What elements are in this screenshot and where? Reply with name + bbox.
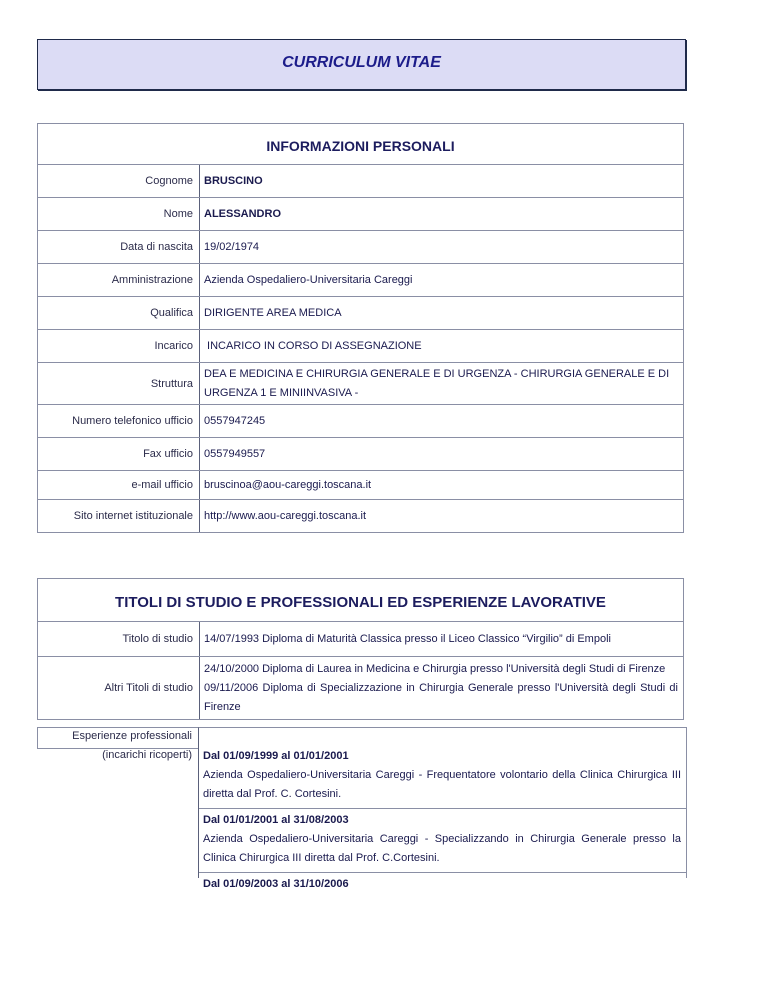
altri-titoli-laurea: 24/10/2000 Diploma di Laurea in Medicina e Chirurgia presso l'Università degli Studi di Firenze bbox=[204, 663, 666, 675]
experience-period: Dal 01/09/2003 al 31/10/2006 bbox=[203, 878, 349, 890]
row-data-nascita bbox=[38, 231, 683, 263]
altri-titoli-specializzazione: 09/11/2006 Diploma di Specializzazione in Chirurgia Generale presso l'Università degli Studi di Firenze bbox=[204, 682, 678, 713]
experience-label bbox=[37, 727, 198, 765]
experience-period: Dal 01/09/1999 al 01/01/2001 bbox=[203, 750, 349, 762]
personal-info-section bbox=[37, 123, 684, 533]
value-incarico: INCARICO IN CORSO DI ASSEGNAZIONE bbox=[199, 330, 683, 362]
label-sito: Sito internet istituzionale bbox=[73, 510, 193, 522]
label-altri-titoli: Altri Titoli di studio bbox=[104, 682, 193, 694]
experience-text: Azienda Ospedaliero-Universitaria Careggi - Frequentatore volontario della Clinica Chirurgica III diretta dal Prof. C. Cortesini. bbox=[203, 769, 681, 800]
row-titolo-studio bbox=[38, 622, 683, 656]
value-sito: http://www.aou-careggi.toscana.it bbox=[199, 500, 683, 532]
label-telefono: Numero telefonico ufficio bbox=[72, 415, 193, 427]
label-titolo-studio: Titolo di studio bbox=[122, 633, 193, 645]
row-sito bbox=[38, 500, 683, 532]
row-email bbox=[38, 471, 683, 499]
titles-heading: TITOLI DI STUDIO E PROFESSIONALI ED ESPERIENZE LAVORATIVE bbox=[38, 579, 683, 622]
value-amministrazione: Azienda Ospedaliero-Universitaria Careggi bbox=[199, 264, 683, 296]
label-email: e-mail ufficio bbox=[131, 479, 193, 491]
experience-entry bbox=[199, 809, 686, 868]
value-struttura: DEA E MEDICINA E CHIRURGIA GENERALE E DI URGENZA - CHIRURGIA GENERALE E DI URGENZA 1 E MINIINVASIVA - bbox=[199, 363, 683, 404]
label-amministrazione: Amministrazione bbox=[111, 274, 193, 286]
experience-period: Dal 01/01/2001 al 31/08/2003 bbox=[203, 814, 349, 826]
row-qualifica bbox=[38, 297, 683, 329]
row-cognome bbox=[38, 165, 683, 197]
label-struttura: Struttura bbox=[150, 377, 193, 390]
experience-label-line2: (incarichi ricoperti) bbox=[102, 749, 192, 761]
row-altri-titoli bbox=[38, 657, 683, 719]
value-cognome: BRUSCINO bbox=[199, 165, 683, 197]
value-email: bruscinoa@aou-careggi.toscana.it bbox=[199, 471, 683, 499]
row-amministrazione bbox=[38, 264, 683, 296]
experience-entry bbox=[199, 747, 686, 804]
cv-title: CURRICULUM VITAE bbox=[282, 54, 441, 71]
row-incarico bbox=[38, 330, 683, 362]
experience-text: Azienda Ospedaliero-Universitaria Careggi - Specializzando in Chirurgia Generale presso la Clinica Chirurgica III diretta dal Prof. C.Cortesini. bbox=[203, 833, 681, 864]
value-telefono: 0557947245 bbox=[199, 405, 683, 437]
cv-title-box bbox=[37, 39, 686, 90]
titles-section bbox=[37, 578, 684, 720]
experience-label-line1: Esperienze professionali bbox=[72, 730, 192, 742]
label-cognome: Cognome bbox=[145, 175, 193, 187]
experience-entry bbox=[199, 873, 686, 894]
experience-list bbox=[198, 727, 687, 890]
value-nome: ALESSANDRO bbox=[199, 198, 683, 230]
label-qualifica: Qualifica bbox=[150, 307, 193, 319]
value-data-nascita: 19/02/1974 bbox=[199, 231, 683, 263]
label-nome: Nome bbox=[163, 208, 193, 220]
row-telefono bbox=[38, 405, 683, 437]
personal-info-heading: INFORMAZIONI PERSONALI bbox=[38, 124, 683, 165]
row-struttura bbox=[38, 363, 683, 404]
value-titolo-studio: 14/07/1993 Diploma di Maturità Classica presso il Liceo Classico “Virgilio” di Empoli bbox=[199, 622, 683, 656]
value-fax: 0557949557 bbox=[199, 438, 683, 470]
value-qualifica: DIRIGENTE AREA MEDICA bbox=[199, 297, 683, 329]
row-nome bbox=[38, 198, 683, 230]
label-data-nascita: Data di nascita bbox=[120, 241, 193, 253]
row-fax bbox=[38, 438, 683, 470]
value-altri-titoli bbox=[199, 657, 683, 719]
label-fax: Fax ufficio bbox=[143, 448, 193, 460]
label-incarico: Incarico bbox=[154, 340, 193, 352]
